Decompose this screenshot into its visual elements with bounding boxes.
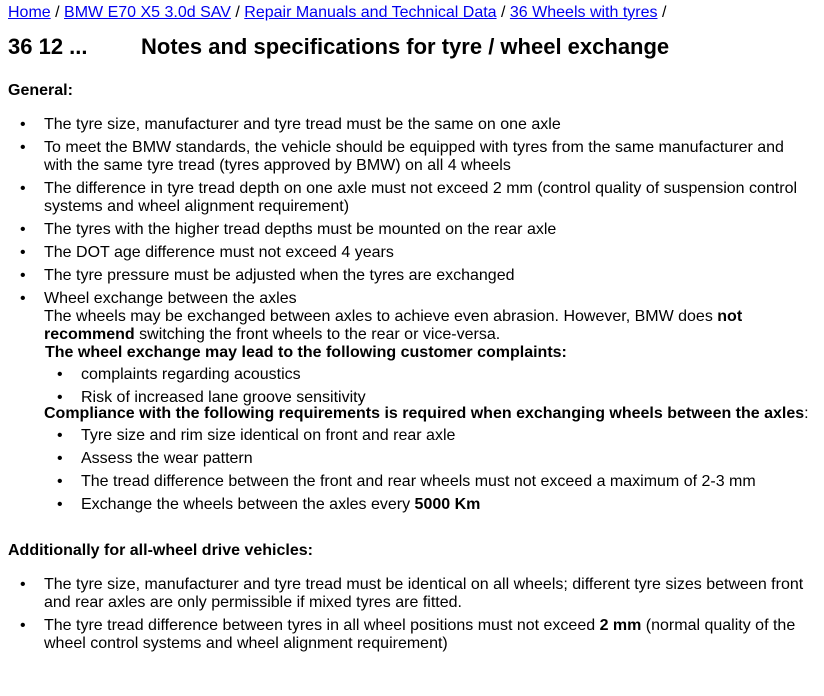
complaints-heading: The wheel exchange may lead to the following customer complaints: xyxy=(45,344,567,361)
list-item xyxy=(8,617,816,653)
breadcrumb-link-home[interactable]: Home xyxy=(8,4,51,21)
wheel-exchange-text xyxy=(44,308,742,343)
list-item: • The tyre size, manufacturer and tyre tread must be the same on one axle xyxy=(8,116,816,134)
awd-list xyxy=(8,576,816,653)
wheel-exchange-label: Wheel exchange between the axles xyxy=(44,290,297,307)
page-title-text: Notes and specifications for tyre / wheel exchange xyxy=(141,34,670,59)
compliance-colon: : xyxy=(804,405,809,422)
breadcrumb-link-repair-manuals[interactable]: Repair Manuals and Technical Data xyxy=(244,4,497,21)
breadcrumb xyxy=(8,3,816,22)
list-item: • Assess the wear pattern xyxy=(44,450,816,468)
awd-item2-text-b: (normal quality of the wheel control systems and wheel alignment requirement) xyxy=(44,617,796,652)
list-item: • complaints regarding acoustics xyxy=(44,366,816,384)
wheel-exchange-text-b: switching the front wheels to the rear or vice-versa. xyxy=(134,326,501,343)
list-item: • The tread difference between the front and rear wheels must not exceed a maximum of 2-3 mm xyxy=(44,473,816,491)
breadcrumb-link-wheels[interactable]: 36 Wheels with tyres xyxy=(509,4,658,21)
requirements-list xyxy=(44,427,816,514)
breadcrumb-separator: / xyxy=(501,4,510,21)
list-item: • To meet the BMW standards, the vehicle should be equipped with tyres from the same manufacturer and with the same tyre tread (tyres approved by BMW) on all 4 wheels xyxy=(8,139,816,175)
list-item: • Risk of increased lane groove sensitivity xyxy=(44,389,816,407)
awd-heading: Additionally for all-wheel drive vehicles: xyxy=(8,542,313,559)
compliance-heading-wrap xyxy=(44,405,816,423)
compliance-heading: Compliance with the following requirements is required when exchanging wheels between the axles xyxy=(44,405,805,422)
wheel-exchange-text-a: The wheels may be exchanged between axles to achieve even abrasion. However, BMW does xyxy=(44,308,718,325)
page-title xyxy=(8,34,816,60)
list-item xyxy=(44,496,816,514)
section-code: 36 12 ... xyxy=(8,34,88,59)
list-item-wheel-exchange xyxy=(8,290,816,514)
exchange-interval-text: Exchange the wheels between the axles every xyxy=(81,496,415,513)
list-item: • The difference in tyre tread depth on one axle must not exceed 2 mm (control quality of suspension control systems and wheel alignment requirement) xyxy=(8,180,816,216)
list-item: • Tyre size and rim size identical on front and rear axle xyxy=(44,427,816,445)
list-item: • The tyre pressure must be adjusted when the tyres are exchanged xyxy=(8,267,816,285)
awd-item2-text-a: The tyre tread difference between tyres in all wheel positions must not exceed xyxy=(44,617,600,634)
breadcrumb-separator: / xyxy=(661,4,667,21)
general-heading: General: xyxy=(8,82,73,99)
list-item: • The tyre size, manufacturer and tyre tread must be identical on all wheels; different tyre sizes between front and rear axles are only permissible if mixed tyres are fitted. xyxy=(8,576,816,612)
list-item: • The DOT age difference must not exceed 4 years xyxy=(8,244,816,262)
breadcrumb-separator: / xyxy=(235,4,245,21)
breadcrumb-link-vehicle[interactable]: BMW E70 X5 3.0d SAV xyxy=(64,4,231,21)
exchange-interval-value: 5000 Km xyxy=(414,496,481,513)
not-recommend-emphasis: not recommend xyxy=(44,308,743,343)
awd-item2-emphasis: 2 mm xyxy=(599,617,642,634)
complaints-list xyxy=(44,366,816,407)
list-item: • The tyres with the higher tread depths must be mounted on the rear axle xyxy=(8,221,816,239)
breadcrumb-separator: / xyxy=(55,4,65,21)
general-list xyxy=(8,116,816,514)
